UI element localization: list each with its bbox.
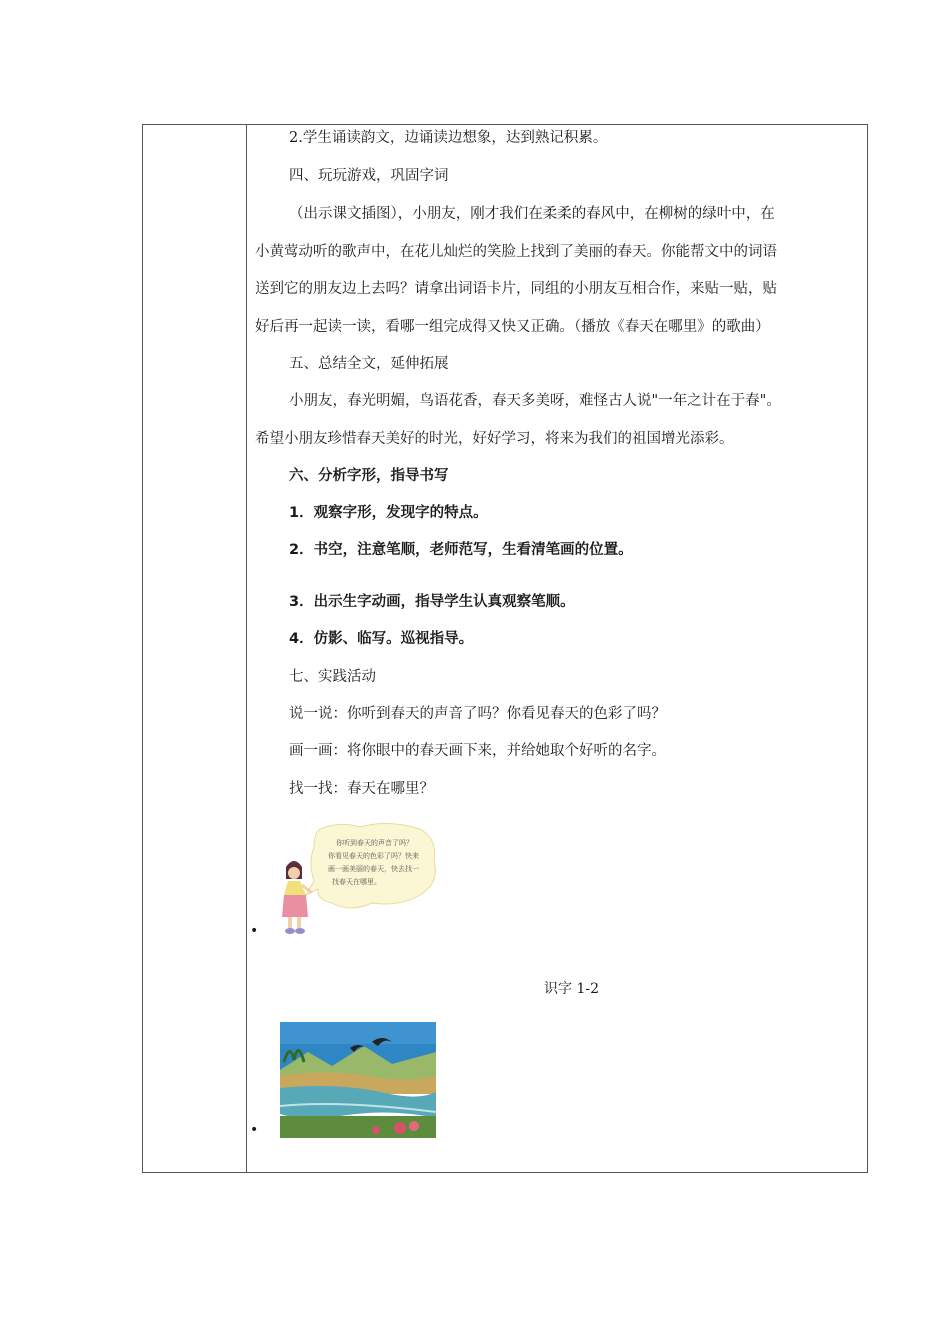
- section-heading: 六、分析字形，指导书写: [289, 468, 449, 484]
- text-line: 3．出示生字动画，指导学生认真观察笔顺。: [289, 594, 575, 610]
- text-line: （出示课文插图），小朋友，刚才我们在柔柔的春风中，在柳树的绿叶中，在: [289, 206, 775, 222]
- text-line: 2．书空，注意笔顺，老师范写，生看清笔画的位置。: [289, 542, 633, 558]
- bubble-text: 你听到春天的声音了吗？: [336, 839, 413, 847]
- content-cell: [247, 125, 867, 1172]
- text-line: 1．观察字形，发现字的特点。: [289, 505, 488, 521]
- text-line: 送到它的朋友边上去吗？请拿出词语卡片，同组的小朋友互相合作，来贴一贴，贴: [255, 281, 777, 297]
- list-bullet: •: [250, 1122, 259, 1138]
- bubble-text: 找春天在哪里。: [332, 878, 381, 886]
- text-line: 找一找：春天在哪里？: [289, 781, 434, 797]
- list-bullet: •: [250, 923, 259, 939]
- girl-speech-illustration: [280, 821, 436, 941]
- section-heading: 五、总结全文，延伸拓展: [289, 356, 449, 372]
- spring-landscape-illustration: [280, 1022, 436, 1138]
- bubble-text: 你看见春天的色彩了吗？快来: [328, 852, 419, 860]
- lesson-table: [142, 124, 868, 1173]
- text-line: 小黄莺动听的歌声中，在花儿灿烂的笑脸上找到了美丽的春天。你能帮文中的词语: [255, 244, 777, 260]
- bubble-text: 画一画美丽的春天，快去找一: [328, 865, 419, 873]
- text-line: 说一说：你听到春天的声音了吗？你看见春天的色彩了吗？: [289, 706, 666, 722]
- section-heading: 四、玩玩游戏，巩固字词: [289, 168, 449, 184]
- text-line: 希望小朋友珍惜春天美好的时光，好好学习，将来为我们的祖国增光添彩。: [255, 431, 734, 447]
- text-line: 4．仿影、临写。巡视指导。: [289, 631, 474, 647]
- text-line: 2.学生诵读韵文，边诵读边想象，达到熟记积累。: [289, 130, 608, 146]
- image-caption: 识字 1-2: [544, 981, 599, 997]
- text-line: 小朋友，春光明媚，鸟语花香，春天多美呀，难怪古人说"一年之计在于春"。: [289, 393, 781, 409]
- text-line: 好后再一起读一读，看哪一组完成得又快又正确。（播放《春天在哪里》的歌曲）: [255, 319, 770, 335]
- section-heading: 七、实践活动: [289, 669, 376, 685]
- text-line: 画一画：将你眼中的春天画下来，并给她取个好听的名字。: [289, 743, 666, 759]
